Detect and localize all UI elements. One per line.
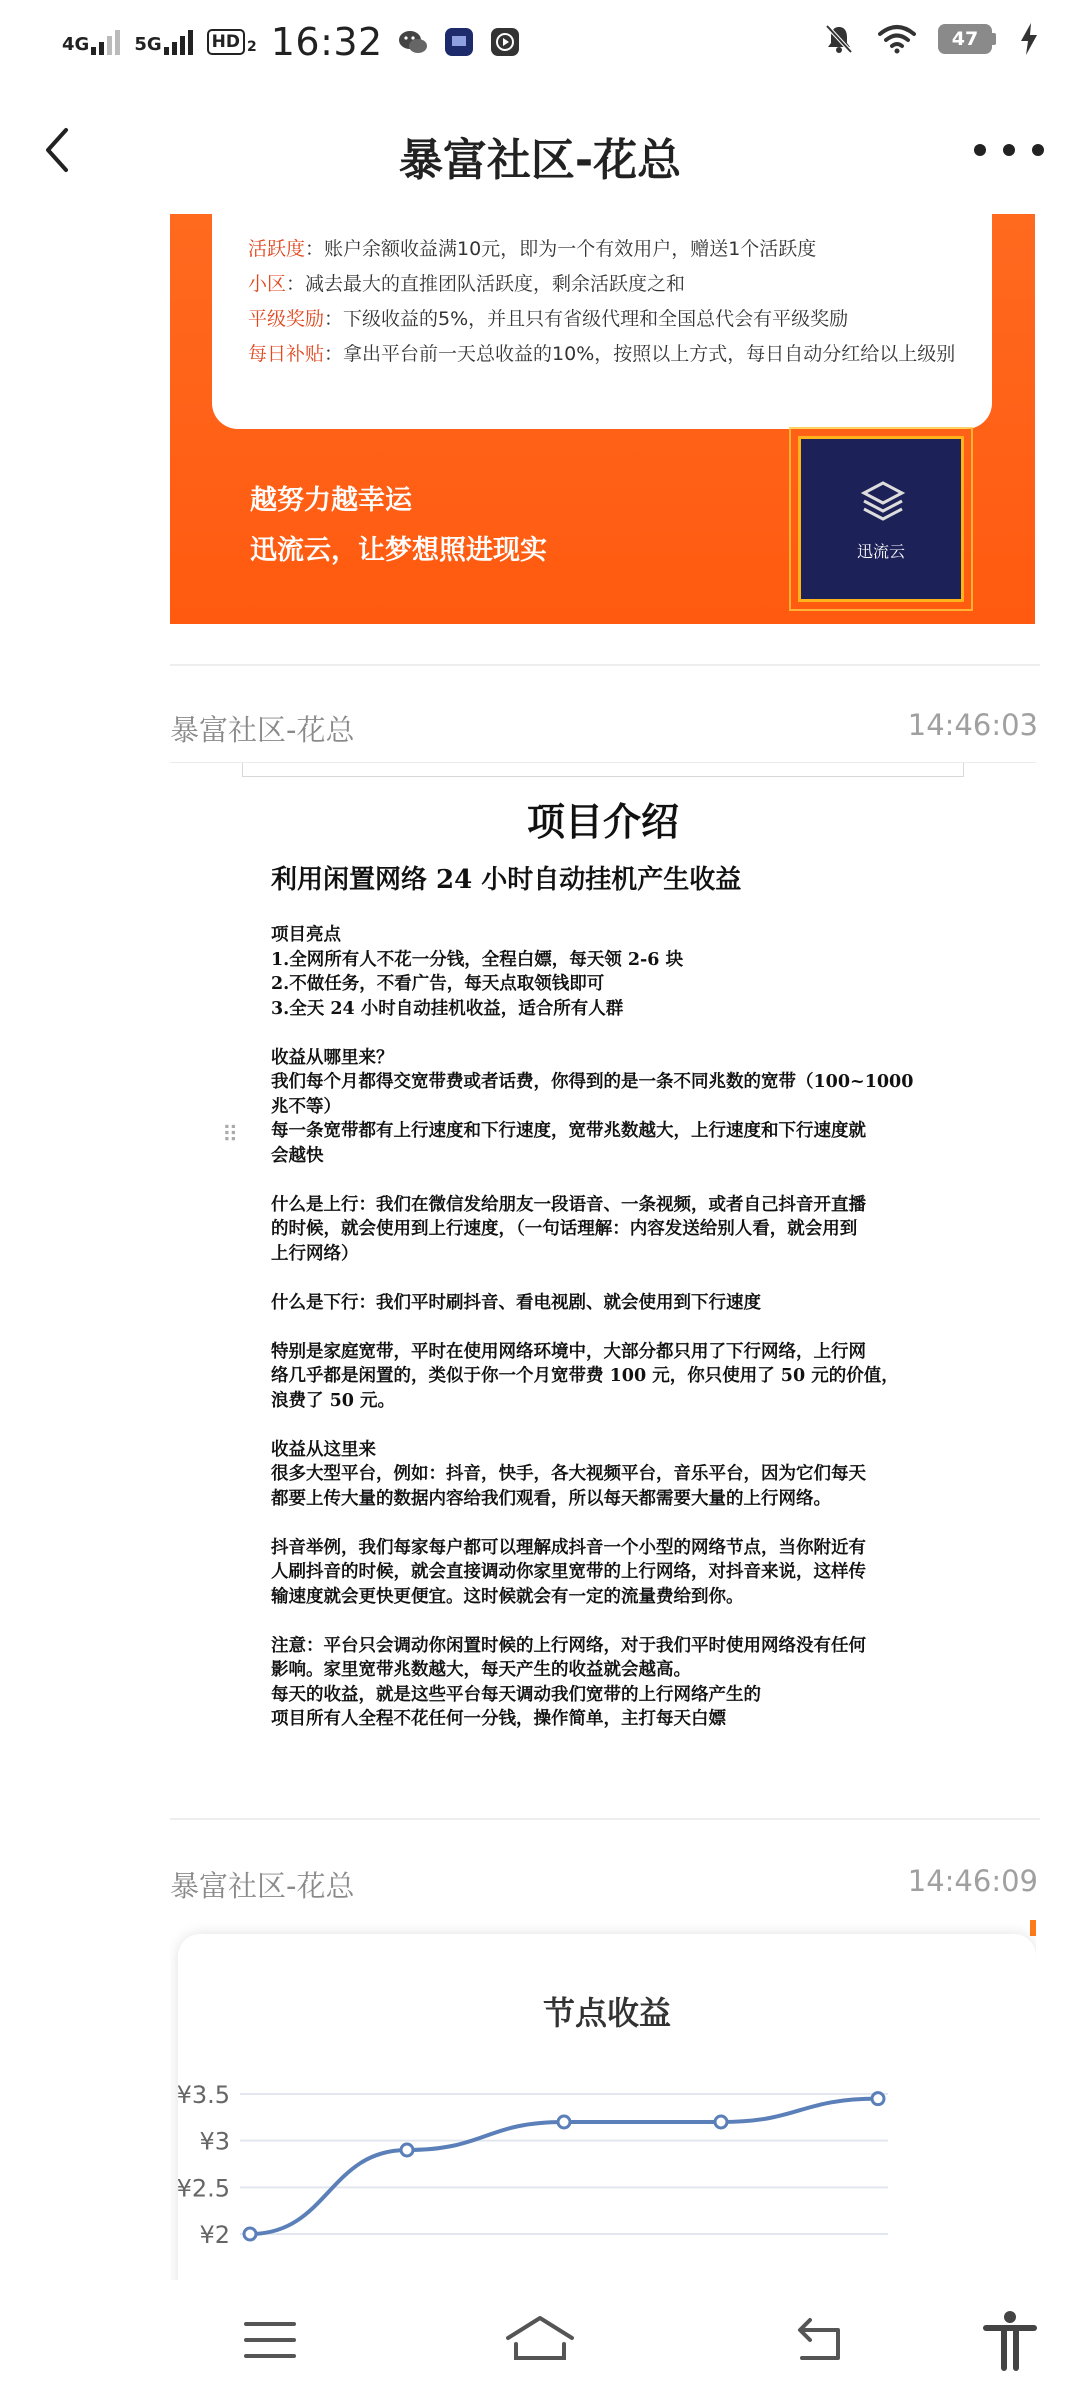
wechat-icon (397, 26, 429, 58)
menu-icon[interactable] (238, 2308, 302, 2372)
doc-line: 什么是下行：我们平时刷抖音、看电视剧、就会使用到下行速度 (271, 1292, 761, 1313)
hd-sub: 2 (246, 39, 257, 55)
status-bar (0, 0, 1080, 84)
doc-blank-line (271, 1266, 931, 1291)
signal-bars-icon (164, 29, 193, 55)
more-options-icon[interactable] (974, 128, 1044, 172)
status-left (62, 20, 521, 64)
poster-rule-line: 活跃度：账户余额收益满10元，即为一个有效用户，赠送1个活跃度 (248, 238, 817, 260)
chart-title: 节点收益 (542, 1994, 672, 2032)
doc-line: 什么是上行：我们在微信发给朋友一段语音、一条视频，或者自己抖音开直播 (271, 1194, 866, 1215)
wifi-icon (878, 24, 916, 54)
poster-rule-line: 平级奖励：下级收益的5%，并且只有省级代理和全国总代会有平级奖励 (248, 308, 849, 330)
brand-qr-badge (798, 436, 964, 602)
chart-image[interactable] (170, 1920, 1036, 2280)
document-image[interactable] (170, 762, 1036, 1772)
app-notification-icon (443, 26, 475, 58)
message-time: 14:46:09 (907, 1864, 1038, 1898)
doc-subtitle: 利用闲置网络 24 小时自动挂机产生收益 (271, 865, 742, 895)
doc-title: 项目介绍 (526, 799, 679, 844)
doc-line: 1.全网所有人不花一分钱，全程白嫖，每天领 2-6 块 (271, 949, 684, 970)
y-tick-label: ¥2 (199, 2221, 230, 2249)
poster-rule-line: 小区：减去最大的直推团队活跃度，剩余活跃度之和 (248, 273, 686, 295)
hd-badge: HD (207, 29, 245, 55)
message-divider (170, 1818, 1040, 1820)
status-right (822, 22, 1040, 56)
message-divider (170, 664, 1040, 666)
doc-line: 每天的收益，就是这些平台每天调动我们宽带的上行网络产生的 (271, 1684, 761, 1705)
doc-blank-line (271, 1511, 931, 1536)
y-tick-label: ¥3.5 (178, 2081, 230, 2109)
doc-line: 浪费了 50 元。 (271, 1390, 396, 1411)
doc-line: 2.不做任务，不看广告，每天点取领钱即可 (271, 974, 605, 994)
message-sender[interactable]: 暴富社区-花总 (170, 1869, 355, 1903)
clock: 16:32 (270, 20, 383, 64)
doc-line: 输速度就会更快更便宜。这时候就会有一定的流量费给到你。 (271, 1586, 744, 1607)
doc-line: 特别是家庭宽带，平时在使用网络环境中，大部分都只用了下行网络，上行网 (271, 1341, 866, 1362)
home-icon[interactable] (502, 2308, 578, 2372)
drag-handle-icon: ⠿ (222, 1123, 239, 1148)
doc-blank-line (271, 1315, 931, 1340)
chat-title: 暴富社区-花总 (398, 135, 682, 186)
poster-slogan (250, 476, 547, 576)
data-point (558, 2116, 570, 2128)
poster-rule-line: 每日补贴：拿出平台前一天总收益的10%，按照以上方式，每日自动分红给以上级别 (248, 343, 956, 365)
chart-card (178, 1934, 1036, 2280)
doc-margin-guides (242, 763, 964, 777)
message-time: 14:46:03 (907, 708, 1038, 742)
doc-blank-line (271, 1609, 931, 1634)
doc-line: 收益从这里来 (271, 1439, 376, 1460)
doc-line: 上行网络） (271, 1243, 359, 1264)
doc-line: 抖音举例，我们每家每户都可以理解成抖音一个小型的网络节点，当你附近有 (271, 1537, 866, 1558)
y-tick-label: ¥2.5 (178, 2174, 230, 2203)
signal-bars-icon (91, 29, 120, 55)
message-header (170, 1864, 1038, 1904)
charging-icon (1018, 22, 1040, 56)
signal-5g (134, 29, 192, 55)
brand-name: 迅流云 (856, 542, 905, 561)
doc-blank-line (271, 1168, 931, 1193)
doc-line: 的时候，就会使用到上行速度，（一句话理解：内容发送给别人看，就会用到 (271, 1219, 858, 1239)
doc-line: 兆不等） (271, 1096, 341, 1117)
doc-line: 收益从哪里来？ (271, 1047, 394, 1068)
data-point (401, 2144, 413, 2156)
system-nav-bar (0, 2280, 1080, 2400)
signal-4g (62, 29, 120, 55)
message-sender[interactable]: 暴富社区-花总 (170, 713, 355, 747)
accessibility-icon[interactable] (978, 2308, 1042, 2372)
net-label-5g: 5G (134, 34, 162, 55)
doc-line: 影响。家里宽带兆数越大，每天产生的收益就会越高。 (271, 1660, 691, 1680)
doc-line: 项目亮点 (271, 925, 341, 945)
battery-level: 47 (938, 24, 992, 54)
message-header (170, 708, 1038, 748)
doc-body (271, 923, 931, 1732)
slogan-line-2: 迅流云，让梦想照进现实 (250, 535, 547, 566)
brand-logo-icon (858, 479, 908, 529)
y-tick-label: ¥3 (199, 2127, 230, 2156)
hd-indicator (207, 29, 257, 55)
doc-line: 都要上传大量的数据内容给我们观看，所以每天都需要大量的上行网络。 (271, 1488, 831, 1509)
battery-indicator (938, 24, 996, 54)
data-point (715, 2116, 727, 2128)
poster-rules-card (212, 214, 992, 429)
doc-line: 人刷抖音的时候，就会直接调动你家里宽带的上行网络，对抖音来说，这样传 (271, 1562, 866, 1582)
back-nav-icon[interactable] (790, 2308, 854, 2372)
line-chart (178, 1934, 1036, 2280)
media-play-icon (489, 26, 521, 58)
data-point (872, 2093, 884, 2105)
doc-blank-line (271, 1413, 931, 1438)
doc-line: 每一条宽带都有上行速度和下行速度，宽带兆数越大，上行速度和下行速度就 (271, 1121, 866, 1141)
doc-line: 我们每个月都得交宽带费或者话费，你得到的是一条不同兆数的宽带（100~1000 (271, 1072, 914, 1092)
data-point (244, 2228, 256, 2240)
poster-image[interactable] (170, 214, 1035, 624)
doc-line: 项目所有人全程不花任何一分钱，操作简单，主打每天白嫖 (271, 1709, 726, 1729)
doc-line: 3.全天 24 小时自动挂机收益，适合所有人群 (271, 998, 624, 1019)
chat-navbar (0, 84, 1080, 214)
doc-line: 会越快 (271, 1145, 324, 1166)
net-label-4g: 4G (62, 34, 90, 55)
doc-line: 注意：平台只会调动你闲置时候的上行网络，对于我们平时使用网络没有任何 (271, 1635, 866, 1656)
doc-blank-line (271, 1021, 931, 1046)
slogan-line-1: 越努力越幸运 (250, 485, 412, 516)
doc-line: 络几乎都是闲置的，类似于你一个月宽带费 100 元，你只使用了 50 元的价值， (271, 1366, 899, 1386)
doc-line: 很多大型平台，例如：抖音，快手，各大视频平台，音乐平台，因为它们每天 (271, 1464, 866, 1484)
bell-muted-icon (822, 22, 856, 56)
